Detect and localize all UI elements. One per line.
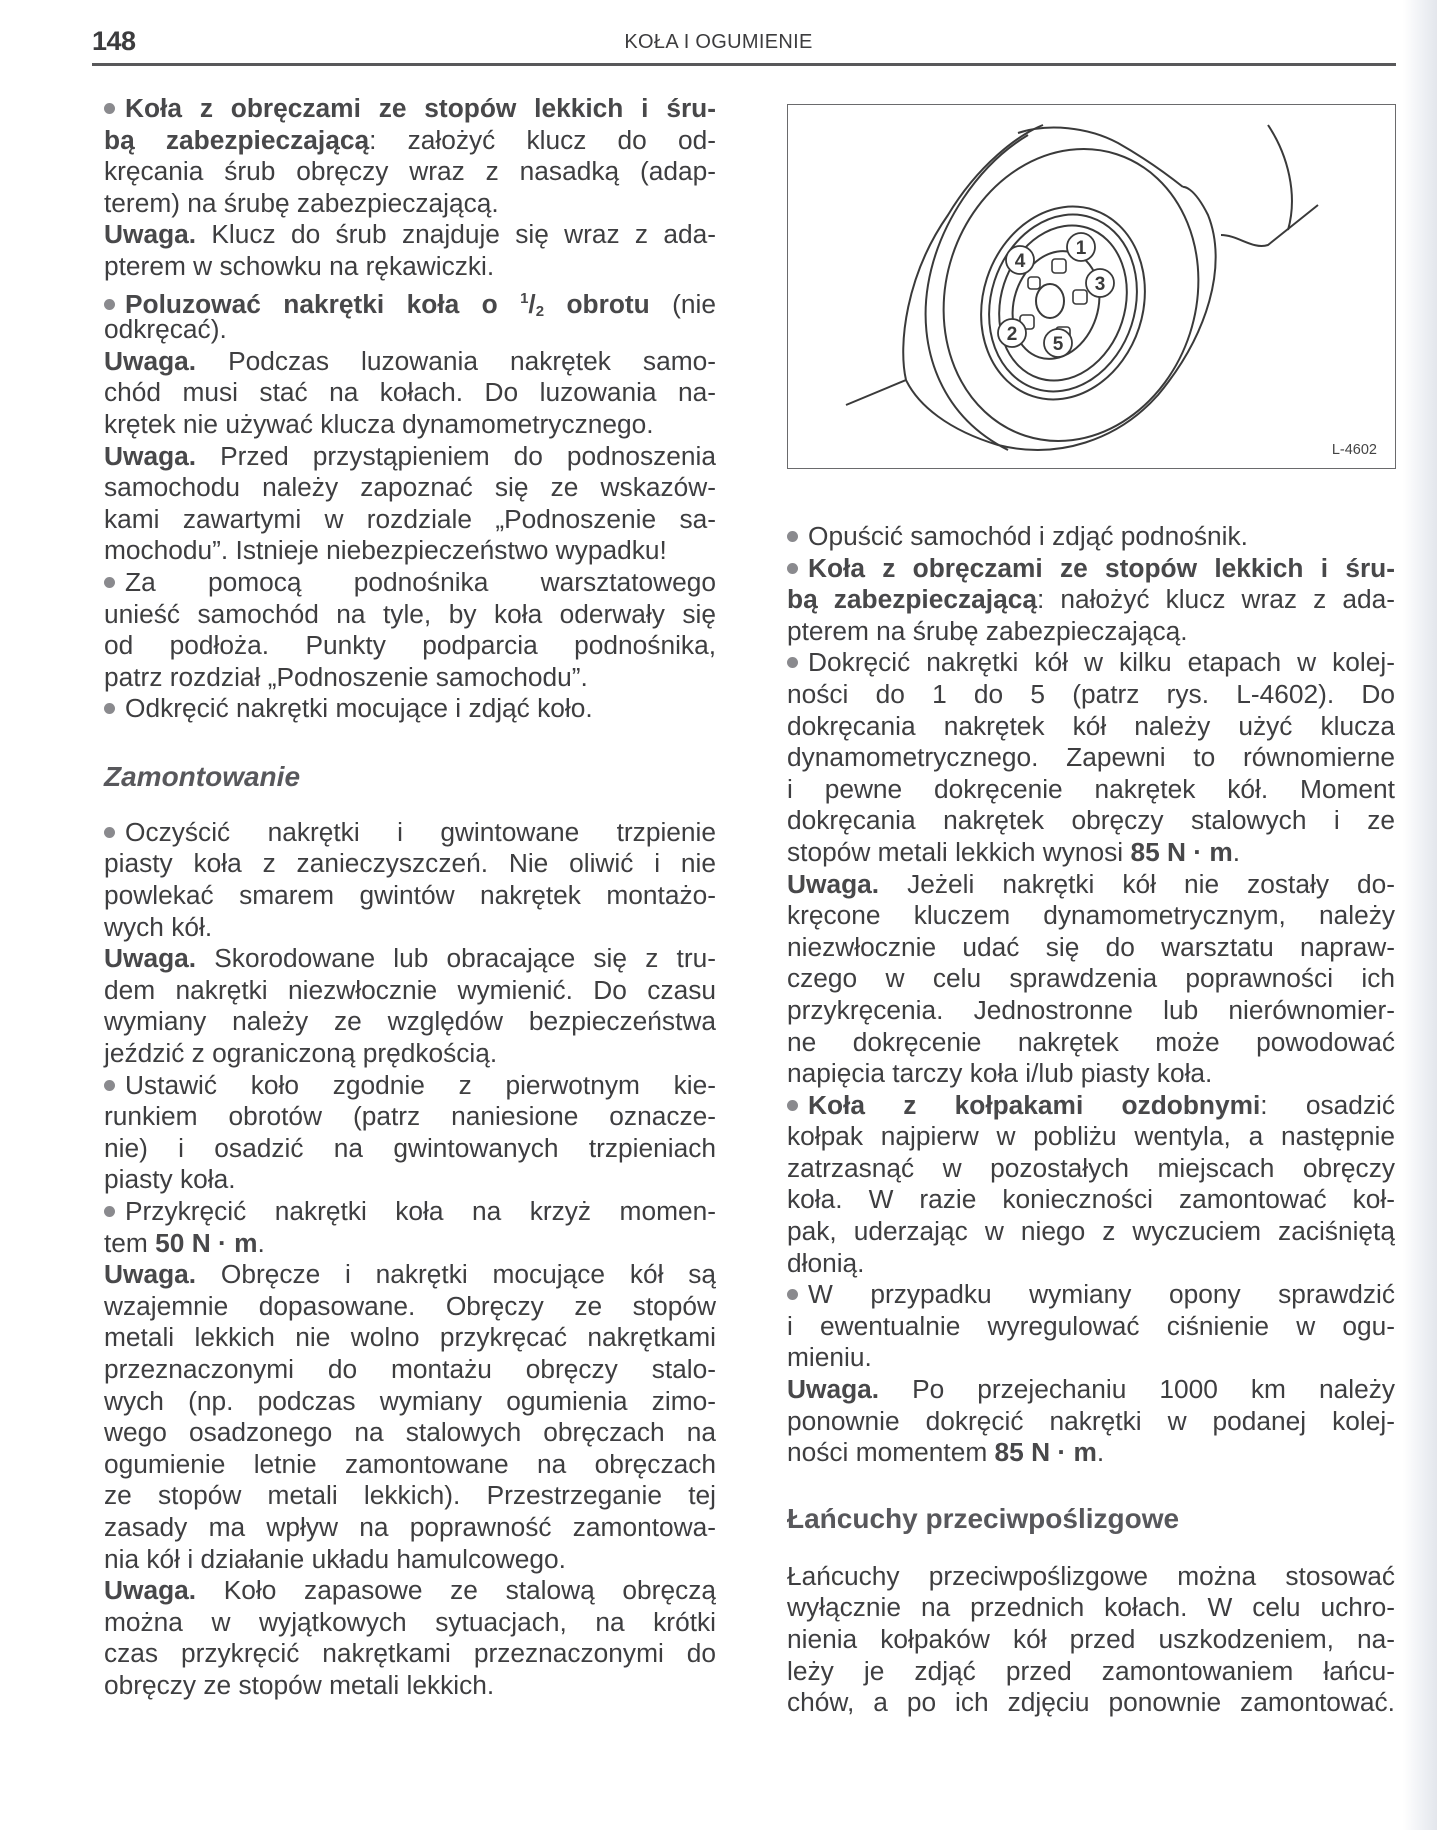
section-title-mounting: Zamontowanie xyxy=(104,760,301,792)
torque-value: 50 N · m xyxy=(155,1227,258,1258)
paragraph-alloy-wheels-lock-bolt: Koła z obręczami ze stopów lekkich i śru- bą zabezpieczającą: założyć klucz do od- kręcania śrub obręczy wraz z nasadką (adap- terem) na śrubę zabezpieczającą. xyxy=(104,93,717,218)
figure-label: L-4602 xyxy=(1331,442,1377,458)
wheel-nut-sequence-figure xyxy=(787,104,1396,469)
paragraph-remove-wheel: Odkręcić nakrętki mocujące i zdjąć koło. xyxy=(104,693,716,725)
bullet-icon xyxy=(787,657,798,668)
running-title: KOŁA I OGUMIENIE xyxy=(624,31,813,53)
section-title-snow-chains: Łańcuchy przeciwpoślizgowe xyxy=(787,1502,1180,1534)
bullet-icon xyxy=(787,1289,798,1300)
nut-number-2: 2 xyxy=(1006,324,1018,345)
bullet-icon xyxy=(104,1080,115,1091)
paragraph-tire-pressure: W przypadku wymiany opony sprawdzić i ewentualnie wyregulować ciśnienie w ogu- mieniu. xyxy=(787,1279,1395,1373)
paragraph-tighten-sequence: Dokręcić nakrętki kół w kilku etapach w kolej- ności do 1 do 5 (patrz rys. L-4602). Do dokręcania nakrętek kół należy użyć klucza dynamometrycznego. Zapewni to równomierne i pewne dokręcenie nakrętek kół. Moment dokręcania nakrętek obręczy stalowych i ze stopów metali lekkich wynosi 85 N · m. xyxy=(787,647,1395,867)
nut-number-3: 3 xyxy=(1094,274,1106,295)
note-retighten: Uwaga. Po przejechaniu 1000 km należy ponownie dokręcić nakrętki w podanej kolej- ności momentem 85 N · m. xyxy=(787,1374,1395,1468)
nut-number-4: 4 xyxy=(1014,251,1026,272)
note-loosening: Uwaga. Podczas luzowania nakrętek samo- chód musi stać na kołach. Do luzowania na- krętek nie używać klucza dynamometrycznego. xyxy=(104,345,716,439)
paragraph-jack-lift: Za pomocą podnośnika warsztatowego unieść samochód na tyle, by koła oderwały się od podłoża. Punkty podparcia podnośnika, patrz rozdział „Podnoszenie samochodu”. xyxy=(104,566,716,692)
paragraph-alloy-wheels-mount: Koła z obręczami ze stopów lekkich i śru- bą zabezpieczającą: nałożyć klucz wraz z ada- pterem na śrubę zabezpieczającą. xyxy=(787,552,1395,646)
note-key-location: Uwaga. Klucz do śrub znajduje się wraz z ada- pterem w schowku na rękawiczki. xyxy=(104,219,716,281)
left-column xyxy=(104,93,716,1702)
bullet-icon xyxy=(104,299,115,310)
wheel-illustration xyxy=(788,105,1397,470)
page-edge-shadow xyxy=(1403,0,1437,1830)
paragraph-snow-chains: Łańcuchy przeciwpoślizgowe można stosować wyłącznie na przednich kołach. W celu uchro- nienia kołpaków kół przed uszkodzeniem, na- leży je zdjąć przed zamontowaniem łańcu- chów, a po ich zdjęciu ponownie zamontować. xyxy=(787,1560,1395,1718)
nut-number-1: 1 xyxy=(1075,238,1087,259)
bullet-icon xyxy=(787,563,798,574)
note-corroded-nuts: Uwaga. Skorodowane lub obracające się z tru- dem nakrętki niezwłocznie wymienić. Do czasu wymiany należy ze względów bezpieczeństwa jeździć z ograniczoną prędkością. xyxy=(104,943,716,1069)
bullet-icon xyxy=(104,1206,115,1217)
bullet-icon xyxy=(104,827,115,838)
header-rule xyxy=(92,63,1396,66)
paragraph-position-wheel: Ustawić koło zgodnie z pierwotnym kie- runkiem obrotów (patrz naniesione oznacze- nie) i osadzić na gwintowanych trzpieniach piasty koła. xyxy=(104,1069,716,1195)
torque-value: 85 N · m xyxy=(1130,836,1233,867)
paragraph-clean-nuts: Oczyścić nakrętki i gwintowane trzpienie piasty koła z zanieczyszczeń. Nie oliwić i nie powlekać smarem gwintów nakrętek montażo- wych kół. xyxy=(104,816,716,942)
note-lifting: Uwaga. Przed przystąpieniem do podnoszenia samochodu należy zapoznać się ze wskazów- kami zawartymi w rozdziale „Podnoszenie sa- mochodu”. Istnieje niebezpieczeństwo wypadku! xyxy=(104,440,716,566)
paragraph-tighten-crosswise: Przykręcić nakrętki koła na krzyż momen- tem 50 N · m. xyxy=(104,1196,716,1258)
note-matched-rims: Uwaga. Obręcze i nakrętki mocujące kół są wzajemnie dopasowane. Obręczy ze stopów metali lekkich nie wolno przykręcać nakrętkami przeznaczonymi do montażu obręczy stalo- wych (np. podczas wymiany ogumienia zimo- wego osadzonego na stalowych obręczach na ogumienie letnie zamontowane na obręczach ze stopów metali lekkich). Przestrzeganie tej zasady ma wpływ na poprawność zamontowa- nia kół i działanie układu hamulcowego. xyxy=(104,1259,716,1574)
page-number: 148 xyxy=(92,26,136,56)
paragraph-lower-car: Opuścić samochód i zdjąć podnośnik. xyxy=(787,521,1395,553)
bullet-icon xyxy=(104,703,115,714)
bullet-icon xyxy=(787,531,798,542)
torque-value: 85 N · m xyxy=(994,1437,1097,1468)
paragraph-loosen-nuts: Poluzować nakrętki koła o $^1$/2 obrotu (nie odkręcać). xyxy=(104,288,716,345)
bullet-icon xyxy=(787,1100,798,1111)
paragraph-hubcaps: Koła z kołpakami ozdobnymi: osadzić kołpak najpierw w pobliżu wentyla, a następnie zatrzasnąć w pozostałych miejscach obręczy koła. W razie konieczności zamontować koł- pak, uderzając w niego z wyczuciem zaciśniętą dłonią. xyxy=(787,1089,1395,1278)
note-torque-wrench: Uwaga. Jeżeli nakrętki kół nie zostały do- kręcone kluczem dynamometrycznym, należy niezwłocznie udać się do warsztatu napraw- czego w celu sprawdzenia poprawności ich przykręcenia. Jednostronne lub nierównomier- ne dokręcenie nakrętek może powodować napięcia tarczy koła i/lub piasty koła. xyxy=(787,868,1395,1089)
bullet-icon xyxy=(104,103,115,114)
nut-number-5: 5 xyxy=(1052,334,1064,355)
bullet-icon xyxy=(104,577,115,588)
note-spare-wheel: Uwaga. Koło zapasowe ze stalową obręczą można w wyjątkowych sytuacjach, na krótki czas przykręcić nakrętkami przeznaczonymi do obręczy ze stopów metali lekkich. xyxy=(104,1575,716,1700)
right-column xyxy=(787,521,1395,1719)
